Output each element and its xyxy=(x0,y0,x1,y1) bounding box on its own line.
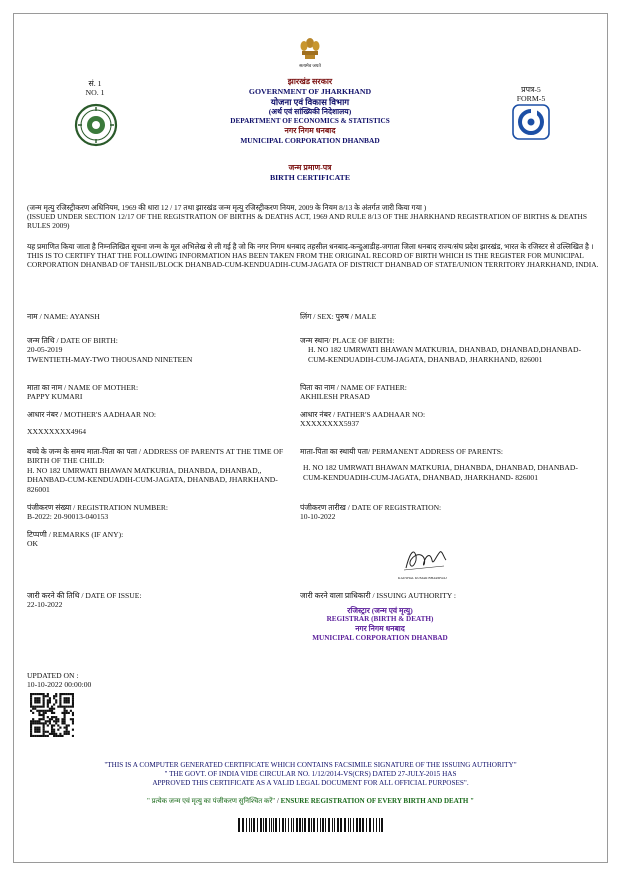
header-block xyxy=(180,77,440,146)
signature-icon xyxy=(400,542,450,576)
certify-hi: यह प्रमाणित किया जाता है निम्नलिखित सूचना जन्म के मूल अभिलेख से ली गई है जो कि नगर निगम धनबाद तहसील धनबाद-कन्दुआडीह-जगाता जिला धनबाद राज्य/संघ प्रदेश झारखंड, भारत के रजिस्टर से उल्लिखित है । xyxy=(27,242,594,251)
state-en: GOVERNMENT OF JHARKHAND xyxy=(248,87,372,96)
cert-number xyxy=(70,79,120,97)
corp-hi: नगर निगम धनबाद xyxy=(284,126,336,135)
reg-corp-en: MUNICIPAL CORPORATION DHANBAD xyxy=(312,633,448,642)
registrar-block xyxy=(295,606,465,643)
slogan-hi: " प्रत्येक जन्म एवं मृत्यु का पंजीकरण सुनिश्चित करें" xyxy=(146,797,276,805)
dob-words: TWENTIETH-MAY-TWO THOUSAND NINETEEN xyxy=(27,354,193,364)
issuing-authority-label: जारी करने वाला प्राधिकारी / ISSUING AUTHORITY : xyxy=(300,591,456,600)
form-number-hi: प्रपत्र-5 xyxy=(521,85,541,94)
updated-label: UPDATED ON : xyxy=(27,671,79,680)
address-at-birth xyxy=(27,447,293,494)
dept2-hi: (अर्थ एवं सांख्यिकी निदेशालय) xyxy=(268,107,352,116)
father-label: पिता का नाम / NAME OF FATHER: xyxy=(300,383,407,392)
footer-note-3: APPROVED THIS CERTIFICATE AS A VALID LEGAL DOCUMENT FOR ALL OFFICIAL PURPOSES". xyxy=(152,779,469,787)
reg-no-label: पंजीकरण संख्या / REGISTRATION NUMBER: xyxy=(27,503,169,512)
footer-note-1: "THIS IS A COMPUTER GENERATED CERTIFICATE WHICH CONTAINS FACSIMILE SIGNATURE OF THE ISSUING AUTHORITY" xyxy=(104,761,517,769)
dept1-hi: योजना एवं विकास विभाग xyxy=(270,97,350,107)
registrar-en: REGISTRAR (BIRTH & DEATH) xyxy=(326,615,434,624)
issue-value: 22-10-2022 xyxy=(27,600,63,610)
reg-date-label: पंजीकरण तारीख / DATE OF REGISTRATION: xyxy=(300,503,442,512)
father-aadhaar-label: आधार नंबर / FATHER'S AADHAAR NO: xyxy=(300,410,426,419)
dept-en: DEPARTMENT OF ECONOMICS & STATISTICS xyxy=(230,117,390,125)
national-emblem-icon xyxy=(297,36,323,64)
certificate-title xyxy=(230,163,390,183)
footer-notes xyxy=(30,761,591,788)
mother-name xyxy=(27,383,287,402)
title-hi: जन्म प्रमाण-पत्र xyxy=(288,163,332,172)
remarks-label: टिप्पणी / REMARKS (IF ANY): xyxy=(27,530,124,539)
father-aadhaar xyxy=(300,410,590,429)
issue-label: जारी करने की तिथि / DATE OF ISSUE: xyxy=(27,591,142,600)
registration-number xyxy=(27,503,287,522)
issued-under-hi: (जन्म मृत्यु रजिस्ट्रीकरण अधिनियम, 1969 की धारा 12 / 17 तथा झारखंड जन्म मृत्यु रजिस्ट्रीकरण नियम, 2009 के नियम 8/13 के अंतर्गत जारी किया गया ) xyxy=(27,203,427,212)
mother-aadhaar-label: आधार नंबर / MOTHER'S AADHAAR NO: xyxy=(27,410,157,419)
registrar-hi: रजिस्ट्रार (जन्म एवं मृत्यु) xyxy=(347,606,413,615)
jharkhand-seal-icon xyxy=(74,103,118,147)
state-hi: झारखंड सरकार xyxy=(287,77,333,86)
father-aadhaar-value: XXXXXXXX5937 xyxy=(300,419,360,429)
footer-note-2: " THE GOVT. OF INDIA VIDE CIRCULAR NO. 1/12/2014-VS(CRS) DATED 27-JULY-2015 HAS xyxy=(164,770,457,778)
remarks xyxy=(27,530,287,549)
reg-corp-hi: नगर निगम धनबाद xyxy=(355,624,405,634)
mother-aadhaar-value: XXXXXXXX4964 xyxy=(27,427,87,437)
date-of-birth xyxy=(27,336,287,364)
form-number-en: FORM-5 xyxy=(516,94,546,104)
mother-aadhaar xyxy=(27,410,287,437)
reg-no-value: B-2022: 20-90013-040153 xyxy=(27,512,109,522)
updated-on xyxy=(27,671,227,690)
mother-label: माता का नाम / NAME OF MOTHER: xyxy=(27,383,139,392)
issued-under-en: (ISSUED UNDER SECTION 12/17 OF THE REGISTRATION OF BIRTHS & DEATHS ACT, 1969 AND RULE 8/13 OF THE JHARKHAND REGISTRATION OF BIRTHS & DEATHS RULES 2009) xyxy=(27,212,587,230)
barcode-icon xyxy=(238,818,384,832)
slogan-separator: / xyxy=(276,797,279,805)
corp-en: MUNICIPAL CORPORATION DHANBAD xyxy=(240,136,380,145)
reg-date-value: 10-10-2022 xyxy=(300,512,336,522)
certify-en: THIS IS TO CERTIFY THAT THE FOLLOWING INFORMATION HAS BEEN TAKEN FROM THE ORIGINAL RECORD OF BIRTH WHICH IS THE REGISTER FOR MUNICIPAL CORPORATION DHANBAD OF TAHSIL/BLOCK DHANBAD-CUM-KENDUADIH-CUM-JAGATA OF DISTRICT DHANBAD OF STATE/UNION TERRITORY JHARKHAND, INDIA. xyxy=(27,251,599,269)
addr-birth-value: H. NO 182 UMRWATI BHAWAN MATKURIA, DHANBDA, DHANBAD,, DHANBAD-CUM-KENDUADIH-CUM-JAGATA, DHANBAD, JHARKHAND- 826001 xyxy=(27,465,278,494)
emblem-motto: सत्यमेव जयते xyxy=(299,63,321,68)
qr-code-icon xyxy=(30,693,74,737)
crs-logo-icon xyxy=(512,104,550,140)
form-number xyxy=(506,85,556,103)
permanent-address xyxy=(300,447,596,482)
remarks-value: OK xyxy=(27,539,38,549)
child-sex: लिंग / SEX: पुरुष / MALE xyxy=(300,312,377,321)
registration-date xyxy=(300,503,590,522)
pob-label: जन्म स्थान/ PLACE OF BIRTH: xyxy=(300,336,395,345)
addr-perm-label: माता-पिता का स्थायी पता/ PERMANENT ADDRESS OF PARENTS: xyxy=(300,447,504,456)
signer-name: KAUSHAL KUMAR BHARDWAJ xyxy=(398,576,447,580)
date-of-issue xyxy=(27,591,287,610)
mother-value: PAPPY KUMARI xyxy=(27,392,83,402)
child-name: नाम / NAME: AYANSH xyxy=(27,312,100,321)
place-of-birth xyxy=(300,336,592,364)
addr-perm-value: H. NO 182 UMRWATI BHAWAN MATKURIA, DHANBDA, DHANBAD, DHANBAD-CUM-KENDUADIH-CUM-JAGATA, DHANBAD, JHARKHAND- 826001 xyxy=(303,463,578,482)
footer-slogan xyxy=(30,797,591,806)
issued-under xyxy=(27,203,599,230)
pob-value: H. NO 182 UMRWATI BHAWAN MATKURIA, DHANBAD, DHANBAD,DHANBAD-CUM-KENDUADIH-CUM-JAGATA, DHANBAD, JHARKHAND, 826001 xyxy=(308,345,581,364)
title-en: BIRTH CERTIFICATE xyxy=(269,173,351,182)
cert-number-hi: सं. 1 xyxy=(88,79,102,88)
slogan-en: ENSURE REGISTRATION OF EVERY BIRTH AND DEATH " xyxy=(280,797,475,805)
father-value: AKHILESH PRASAD xyxy=(300,392,370,402)
certify-paragraph xyxy=(27,242,599,269)
addr-birth-label: बच्चे के जन्म के समय माता-पिता का पता / ADDRESS OF PARENTS AT THE TIME OF BIRTH OF THE CHILD: xyxy=(27,447,284,466)
dob-label: जन्म तिथि / DATE OF BIRTH: xyxy=(27,336,118,345)
updated-value: 10-10-2022 00:00:00 xyxy=(27,680,92,690)
cert-number-en: NO. 1 xyxy=(85,88,105,98)
dob-value: 20-05-2019 xyxy=(27,345,63,355)
father-name xyxy=(300,383,590,402)
